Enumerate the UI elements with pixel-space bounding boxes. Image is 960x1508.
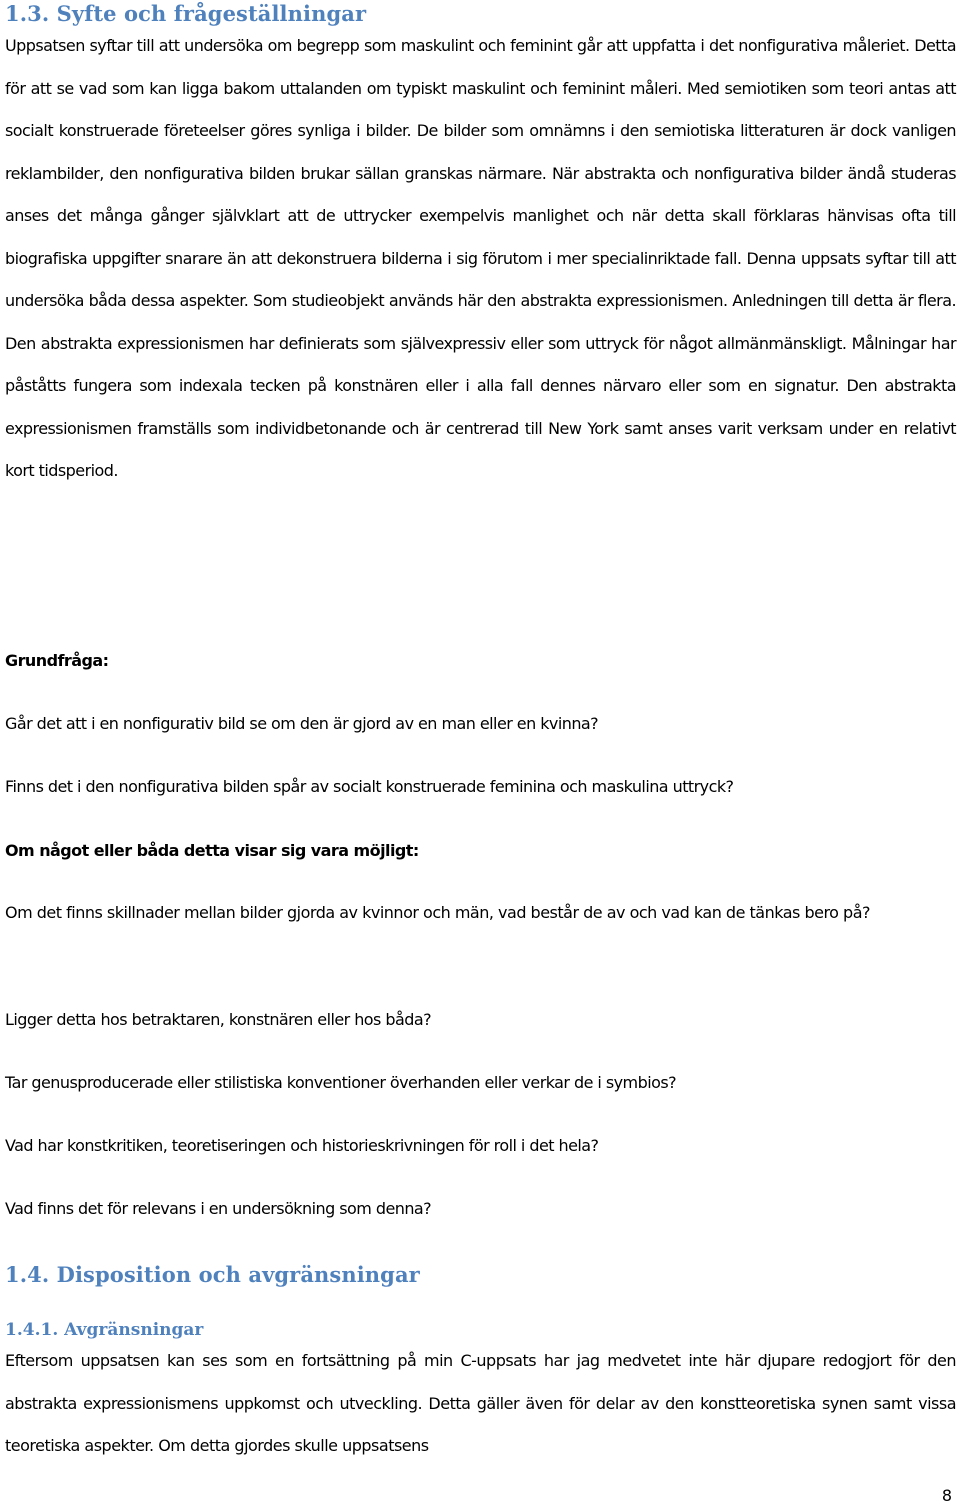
grundfraga-label: Grundfråga: bbox=[5, 651, 109, 670]
section-heading-1-4: 1.4. Disposition och avgränsningar bbox=[5, 1262, 420, 1287]
follow-up-question-5: Vad finns det för relevans i en undersökning som denna? bbox=[5, 1199, 432, 1218]
follow-up-question-1: Om det finns skillnader mellan bilder gjorda av kvinnor och män, vad består de av och vad kan de tänkas bero på? bbox=[5, 903, 870, 922]
follow-up-label: Om något eller båda detta visar sig vara möjligt: bbox=[5, 841, 419, 860]
follow-up-question-3: Tar genusproducerade eller stilistiska konventioner överhanden eller verkar de i symbios? bbox=[5, 1073, 677, 1092]
grundfraga-question-2: Finns det i den nonfigurativa bilden spår av socialt konstruerade feminina och maskulina uttryck? bbox=[5, 777, 734, 796]
section-1-4-1-paragraph: Eftersom uppsatsen kan ses som en fortsättning på min C-uppsats har jag medvetet inte här djupare redogjort för den abstrakta expressionismens uppkomst och utveckling. Detta gäller även för delar av den konstteoretiska synen samt vissa teoretiska aspekter. Om detta gjordes skulle uppsatsens bbox=[5, 1351, 956, 1455]
grundfraga-question-1: Går det att i en nonfigurativ bild se om den är gjord av en man eller en kvinna? bbox=[5, 714, 599, 733]
follow-up-question-4: Vad har konstkritiken, teoretiseringen och historieskrivningen för roll i det hela? bbox=[5, 1136, 599, 1155]
follow-up-question-2: Ligger detta hos betraktaren, konstnären eller hos båda? bbox=[5, 1010, 432, 1029]
section-1-3-paragraph-main: De bilder som omnämns i den semiotiska litteraturen är dock vanligen reklambilder, den nonfigurativa bilden brukar sällan granskas närmare. När abstrakta och nonfigurativa bilder ändå studeras anses det många gånger självklart att de uttrycker exempelvis manlighet och när detta skall förklaras hänvisas ofta till biografiska uppgifter snarare än att dekonstruera bilderna i sig förutom i mer specialinriktade fall. Denna uppsats syftar till att undersöka båda dessa aspekter. Som studieobjekt används här den abstrakta expressionismen. Anledningen till detta är flera. Den abstrakta expressionismen har definierats som självexpressiv eller som uttryck för något allmänmänskligt. Målningar har påståtts fungera som indexala tecken på konstnären eller i alla fall dennes närvaro eller som en signatur. Den abstrakta expressionismen framställs som individbetonande och är centrerad till New York samt anses varit verksam under en relativt kort tidsperiod. bbox=[5, 121, 956, 480]
section-1-3-paragraph-intro: Uppsatsen syftar till att undersöka om begrepp som maskulint och feminint går att uppfatta i det nonfigurativa måleriet. Detta för att se vad som kan ligga bakom uttalanden om typiskt maskulint och feminint måleri. Med semiotiken som teori antas att socialt konstruerade företeelser göres synliga i bilder. De bilder som omnämns i den semiotiska litteraturen är dock vanligen reklambilder, den nonfigurativa bilden brukar sällan granskas närmare. När abstrakta och nonfigurativa bilder ändå studeras anses det många gånger självklart att de uttrycker exempelvis manlighet och när detta skall förklaras hänvisas ofta till biografiska uppgifter snarare än att dekonstruera bilderna i sig förutom i mer specialinriktade fall. Denna uppsats syftar till att undersöka båda dessa aspekter. Som studieobjekt används här den abstrakta expressionismen. Anledningen till detta är flera. Den abstrakta expressionismen har definierats som självexpressiv eller som uttryck för något allmänmänskligt. Målningar har påståtts fungera som indexala tecken på konstnären eller i alla fall dennes närvaro eller som en signatur. Den abstrakta expressionismen framställs som individbetonande och är centrerad till New York samt anses varit verksam under en relativt kort tidsperiod. bbox=[5, 36, 956, 480]
section-heading-1-3: 1.3. Syfte och frågeställningar bbox=[5, 1, 367, 26]
subsection-heading-1-4-1: 1.4.1. Avgränsningar bbox=[5, 1320, 204, 1340]
page-number: 8 bbox=[941, 1486, 952, 1505]
